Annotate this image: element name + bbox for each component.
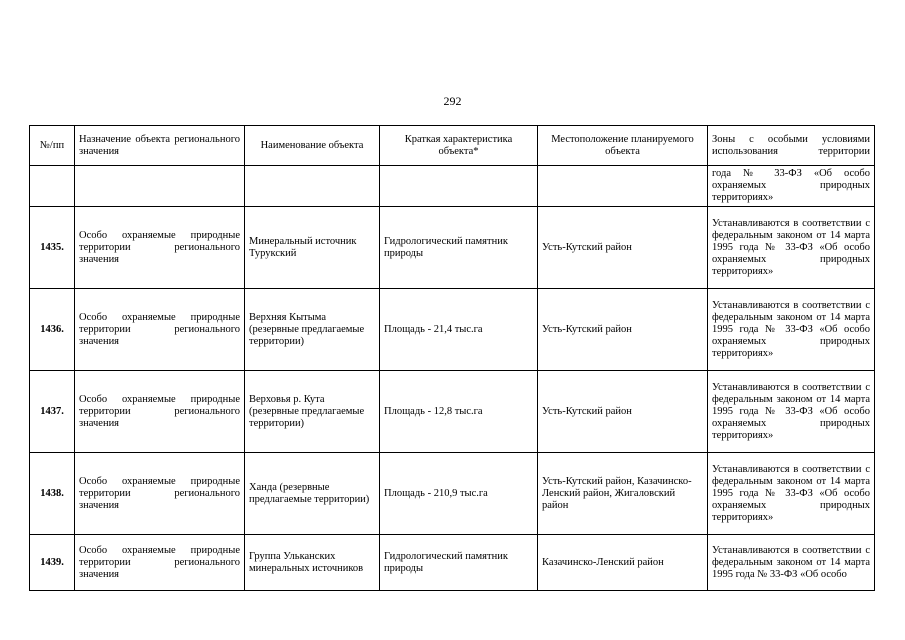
cell-zones: Устанавливаются в соответствии с федеральным законом от 14 марта 1995 года № 33-ФЗ «Об особо охраняемых природных территориях» xyxy=(708,289,875,371)
cell-number: 1438. xyxy=(30,453,75,535)
cell-characteristic: Гидрологический памятник природы xyxy=(380,535,538,591)
page-number: 292 xyxy=(443,94,462,108)
cell-zones: Устанавливаются в соответствии с федеральным законом от 14 марта 1995 года № 33-ФЗ «Об особо охраняемых природных территориях» xyxy=(708,371,875,453)
registry-table xyxy=(29,125,875,591)
cell-number xyxy=(30,166,75,207)
table-row xyxy=(30,289,875,371)
cell-number: 1436. xyxy=(30,289,75,371)
cell-purpose: Особо охраняемые природные территории регионального значения xyxy=(75,371,245,453)
table-row xyxy=(30,453,875,535)
cell-number: 1435. xyxy=(30,207,75,289)
cell-location: Казачинско-Ленский район xyxy=(538,535,708,591)
cell-number: 1437. xyxy=(30,371,75,453)
header-purpose: Назначение объекта регионального значения xyxy=(75,126,245,166)
cell-characteristic: Площадь - 210,9 тыс.га xyxy=(380,453,538,535)
cell-name: Группа Ульканских минеральных источников xyxy=(245,535,380,591)
cell-zones: Устанавливаются в соответствии с федеральным законом от 14 марта 1995 года № 33-ФЗ «Об особо xyxy=(708,535,875,591)
header-location: Местоположение планируемого объекта xyxy=(538,126,708,166)
cell-characteristic xyxy=(380,166,538,207)
cell-purpose xyxy=(75,166,245,207)
table-row xyxy=(30,207,875,289)
table-row xyxy=(30,535,875,591)
cell-location xyxy=(538,166,708,207)
cell-location: Усть-Кутский район xyxy=(538,371,708,453)
cell-location: Усть-Кутский район, Казачинско-Ленский район, Жигаловский район xyxy=(538,453,708,535)
cell-name: Минеральный источник Турукский xyxy=(245,207,380,289)
cell-zones: года № 33-ФЗ «Об особо охраняемых природных территориях» xyxy=(708,166,875,207)
header-characteristic: Краткая характеристика объекта* xyxy=(380,126,538,166)
cell-purpose: Особо охраняемые природные территории регионального значения xyxy=(75,453,245,535)
cell-characteristic: Площадь - 21,4 тыс.га xyxy=(380,289,538,371)
cell-characteristic: Площадь - 12,8 тыс.га xyxy=(380,371,538,453)
cell-purpose: Особо охраняемые природные территории регионального значения xyxy=(75,207,245,289)
cell-purpose: Особо охраняемые природные территории регионального значения xyxy=(75,535,245,591)
table-row xyxy=(30,371,875,453)
header-zones: Зоны с особыми условиями использования территории xyxy=(708,126,875,166)
cell-name: Верхняя Кытыма (резервные предлагаемые территории) xyxy=(245,289,380,371)
cell-location: Усть-Кутский район xyxy=(538,289,708,371)
cell-name xyxy=(245,166,380,207)
cell-purpose: Особо охраняемые природные территории регионального значения xyxy=(75,289,245,371)
header-name: Наименование объекта xyxy=(245,126,380,166)
cell-zones: Устанавливаются в соответствии с федеральным законом от 14 марта 1995 года № 33-ФЗ «Об особо охраняемых природных территориях» xyxy=(708,453,875,535)
table-header-row xyxy=(30,126,875,166)
cell-characteristic: Гидрологический памятник природы xyxy=(380,207,538,289)
cell-name: Ханда (резервные предлагаемые территории) xyxy=(245,453,380,535)
cell-number: 1439. xyxy=(30,535,75,591)
table-row-continuation xyxy=(30,166,875,207)
header-number: №/пп xyxy=(30,126,75,166)
cell-location: Усть-Кутский район xyxy=(538,207,708,289)
cell-zones: Устанавливаются в соответствии с федеральным законом от 14 марта 1995 года № 33-ФЗ «Об особо охраняемых природных территориях» xyxy=(708,207,875,289)
cell-name: Верховья р. Кута (резервные предлагаемые территории) xyxy=(245,371,380,453)
